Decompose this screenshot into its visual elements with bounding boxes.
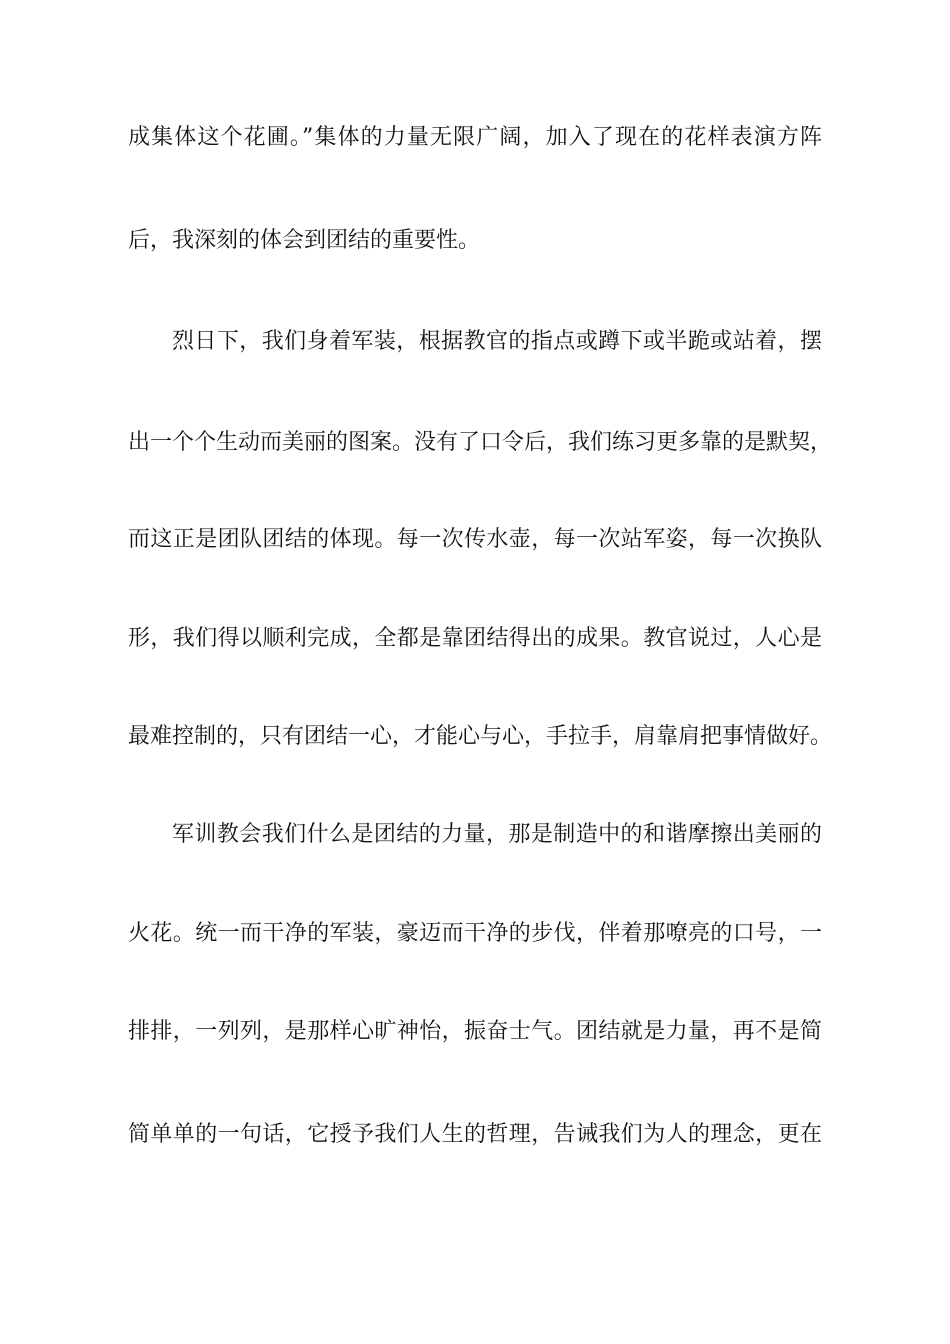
paragraph-line-3: 烈日下，我们身着军装，根据教官的指点或蹲下或半跪或站着，摆 bbox=[172, 329, 822, 354]
paragraph-line-8: 军训教会我们什么是团结的力量，那是制造中的和谐摩擦出美丽的 bbox=[172, 822, 822, 847]
paragraph-line-2: 后，我深刻的体会到团结的重要性。 bbox=[128, 228, 481, 253]
paragraph-line-10: 排排，一列列，是那样心旷神怡，振奋士气。团结就是力量，再不是简 bbox=[128, 1019, 822, 1044]
paragraph-line-11: 简单单的一句话，它授予我们人生的哲理，告诫我们为人的理念，更在 bbox=[128, 1122, 822, 1147]
paragraph-line-4: 出一个个生动而美丽的图案。没有了口令后，我们练习更多靠的是默契， bbox=[128, 430, 833, 455]
paragraph-line-6: 形，我们得以顺利完成，全都是靠团结得出的成果。教官说过，人心是 bbox=[128, 626, 822, 651]
paragraph-line-1: 成集体这个花圃。”集体的力量无限广阔，加入了现在的花样表演方阵 bbox=[128, 125, 822, 150]
paragraph-line-5: 而这正是团队团结的体现。每一次传水壶，每一次站军姿，每一次换队 bbox=[128, 527, 822, 552]
paragraph-line-7: 最难控制的，只有团结一心，才能心与心，手拉手，肩靠肩把事情做好。 bbox=[128, 724, 833, 749]
paragraph-line-9: 火花。统一而干净的军装，豪迈而干净的步伐，伴着那嘹亮的口号，一 bbox=[128, 921, 822, 946]
